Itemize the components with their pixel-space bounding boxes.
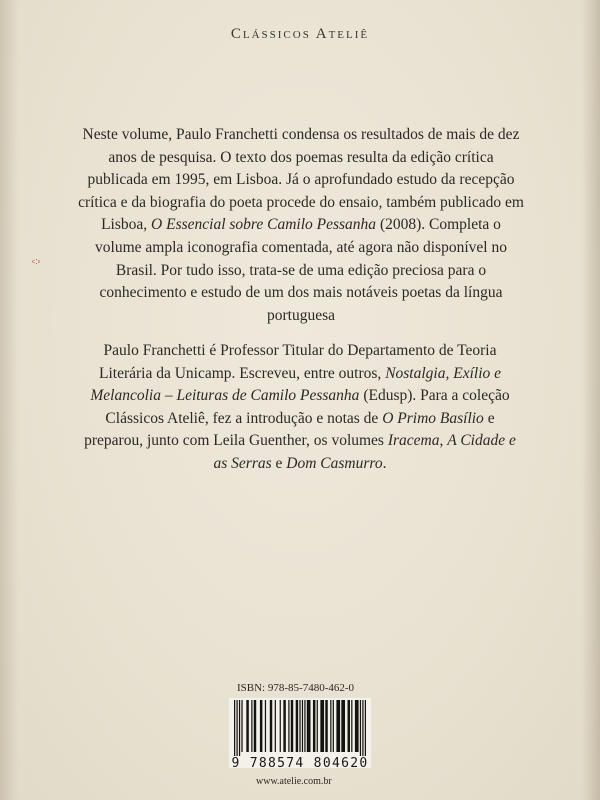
barcode-bar xyxy=(299,700,300,752)
barcode-bar xyxy=(362,700,363,756)
bio-book-title-3: Iracema xyxy=(387,432,440,450)
bio-text-part-1: Paulo Franchetti é Professor Titular do Departamento de Teoria Literária da Unicamp. Escreveu, entre outros, xyxy=(98,342,497,382)
barcode-bar xyxy=(355,700,359,752)
description-text-part-1: Neste volume, Paulo Franchetti condensa os resultados de mais de dez anos de pesquisa. O texto dos poemas resulta da edição crítica publicada em 1995, em Lisboa. Já o aprofundado estudo da recepção crítica e da biografia do poeta procede do ensaio, também publicado em Lisboa, xyxy=(78,126,524,234)
barcode-bar xyxy=(291,700,293,752)
series-title: Clássicos Ateliê xyxy=(230,26,370,42)
bio-end-punctuation: . xyxy=(382,454,387,472)
cover-shadow-right xyxy=(582,0,600,800)
barcode-bar xyxy=(251,700,252,752)
barcode-bar xyxy=(288,700,289,752)
bio-separator-2: e xyxy=(271,454,287,472)
barcode-bar xyxy=(365,700,366,756)
barcode-bar xyxy=(302,700,303,752)
barcode-bar xyxy=(260,700,262,752)
bio-book-title-1: Nostalgia, Exílio e Melancolia – Leituras de Camilo Pessanha xyxy=(90,364,501,405)
bio-book-title-2: O Primo Basílio xyxy=(382,409,484,427)
description-book-title: O Essencial sobre Camilo Pessanha xyxy=(151,216,377,234)
barcode-bar xyxy=(320,700,324,752)
book-description-paragraph xyxy=(78,124,524,327)
barcode-bar xyxy=(296,700,298,752)
barcode-bar xyxy=(313,700,315,752)
barcode-bar xyxy=(307,700,311,752)
barcode-bar xyxy=(254,700,256,752)
isbn-label: ISBN: 978-85-7480-462-0 xyxy=(237,682,355,694)
cover-shadow-left xyxy=(0,0,18,800)
barcode-bar xyxy=(270,700,272,752)
barcode-bar xyxy=(336,700,340,752)
barcode-bar xyxy=(246,700,248,752)
barcode-bar xyxy=(360,700,361,756)
barcode-digits: 9 788574 804620 xyxy=(231,756,369,771)
barcode-bar xyxy=(265,700,266,752)
publisher-website: www.atelie.com.br xyxy=(256,776,332,787)
barcode-bar xyxy=(330,700,331,752)
barcode-bar xyxy=(236,700,237,756)
barcode-bar xyxy=(333,700,334,752)
barcode-bars xyxy=(229,698,371,756)
bio-text-part-2: (Edusp). Para a coleção Clássicos Ateliê, fez a introdução e notas de xyxy=(105,387,510,427)
bio-text-part-3: e preparou, junto com Leila Guenther, os volumes xyxy=(84,409,495,450)
barcode-bar xyxy=(304,700,305,752)
barcode-bar xyxy=(351,700,352,752)
barcode-bar xyxy=(241,700,242,752)
ink-smudge-mark: ᶜ˸ᶦ xyxy=(32,259,41,269)
barcode-bar xyxy=(348,700,350,752)
barcode-bar xyxy=(280,700,281,752)
bio-separator-1: , xyxy=(439,432,448,450)
bio-book-title-5: Dom Casmurro xyxy=(286,454,383,472)
barcode-bar xyxy=(275,700,276,752)
barcode-bar xyxy=(341,700,345,752)
barcode-bar xyxy=(283,700,285,752)
barcode-bar xyxy=(239,700,240,756)
barcode-bar xyxy=(234,700,235,756)
author-bio-paragraph xyxy=(80,340,520,476)
description-text-part-2: (2008). Completa o volume ampla iconografia comentada, até agora não disponível no Brasil. Por tudo isso, trata-se de uma edição preciosa para o conhecimento e estudo de um dos mais notáveis poetas da língua portuguesa xyxy=(95,216,507,324)
bio-book-title-4: A Cidade e as Serras xyxy=(213,432,516,472)
barcode-bar xyxy=(325,700,327,752)
barcode-bar xyxy=(317,700,318,752)
